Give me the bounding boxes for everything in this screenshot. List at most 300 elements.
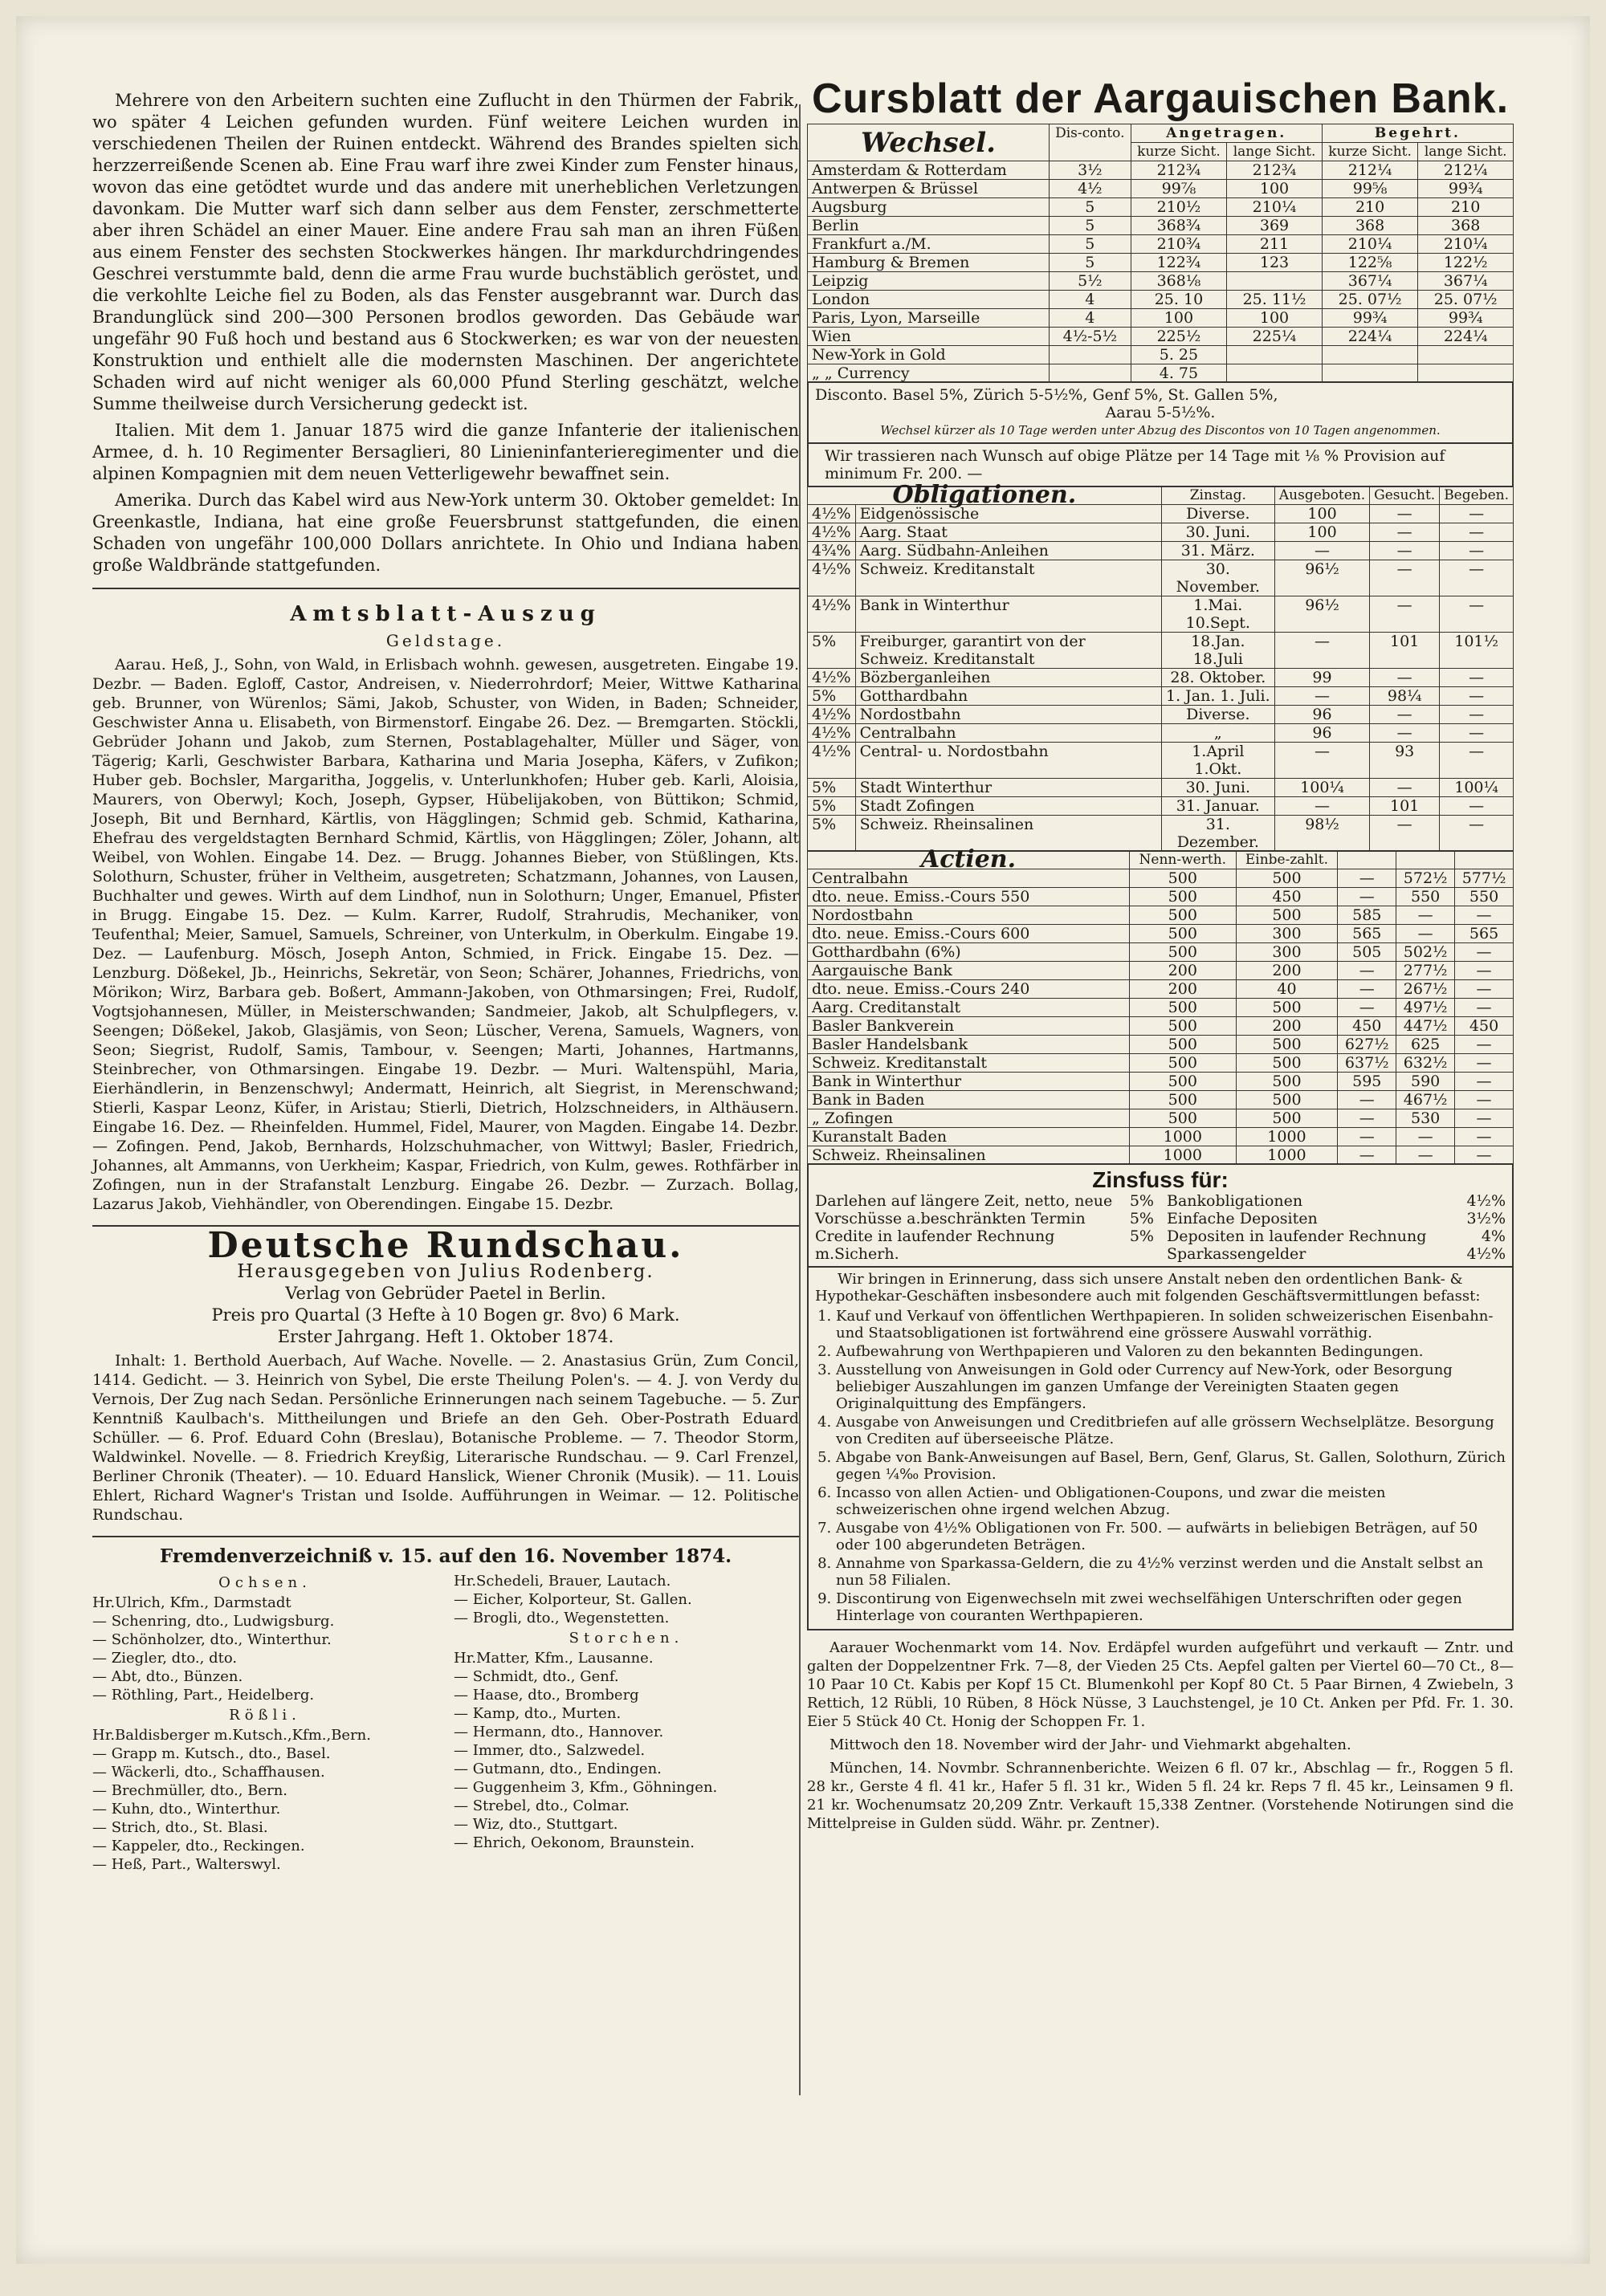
einbezahlt-cell: 1000	[1236, 1146, 1338, 1165]
fremden-entry: — Strebel, dto., Colmar.	[454, 1797, 630, 1814]
begehrt-lang-cell: 212¼	[1418, 161, 1514, 180]
gesucht-cell: —	[1396, 925, 1455, 943]
obligation-row	[808, 724, 1514, 743]
disconto-cell	[1050, 364, 1131, 383]
einbezahlt-cell: 500	[1236, 906, 1338, 925]
rundschau-issue: Erster Jahrgang. Heft 1. Oktober 1874.	[277, 1327, 614, 1346]
ausgeboten-cell: —	[1338, 1109, 1396, 1128]
actie-row	[808, 1109, 1514, 1128]
begehrt-lang-cell	[1418, 346, 1514, 364]
ausgeboten-cell: —	[1274, 687, 1369, 706]
fremden-entry: — Schmidt, dto., Genf.	[454, 1668, 619, 1685]
fremden-title: Fremdenverzeichniß v. 15. auf den 16. November 1874.	[159, 1545, 732, 1567]
service-item: 9. Discontirung von Eigenwechseln mit zwei wechselfähigen Unterschriften oder gegen Hinterlage von couranten Werthpapieren.	[836, 1590, 1506, 1624]
begehrt-kurz-cell: 212¼	[1322, 161, 1418, 180]
zins-row	[1167, 1227, 1506, 1245]
begeben-cell: —	[1455, 943, 1514, 962]
actie-row	[808, 980, 1514, 999]
col-nennwerth: Nenn-werth.	[1130, 851, 1237, 869]
ausgeboten-cell: —	[1338, 869, 1396, 888]
begehrt-kurz-cell	[1322, 364, 1418, 383]
obligation-row	[808, 560, 1514, 596]
actie-row	[808, 962, 1514, 980]
angetragen-kurz-cell: 99⅞	[1131, 180, 1227, 198]
fremden-entry: — Heß, Part., Walterswyl.	[92, 1856, 281, 1873]
angetragen-lang-cell	[1227, 346, 1323, 364]
rundschau-price: Preis pro Quartal (3 Hefte à 10 Bogen gr. 8vo) 6 Mark.	[211, 1305, 680, 1325]
wechsel-row	[808, 235, 1514, 254]
begeben-cell: —	[1455, 1054, 1514, 1073]
gesucht-cell: 530	[1396, 1109, 1455, 1128]
zins-rate: 4½%	[1466, 1245, 1506, 1263]
ausgeboten-cell: —	[1274, 797, 1369, 816]
services-intro: Wir bringen in Erinnerung, dass sich unsere Anstalt neben den ordentlichen Bank- & Hypothekar-Geschäften insbesondere auch mit folgenden Geschäftsvermittlungen befasst:	[815, 1271, 1481, 1305]
nennwerth-cell: 500	[1130, 1091, 1237, 1109]
fremden-entry: Hr.Matter, Kfm., Lausanne.	[454, 1650, 654, 1667]
zins-row	[815, 1227, 1154, 1263]
fremden-entry: — Röthling, Part., Heidelberg.	[92, 1687, 315, 1704]
place-cell: Augsburg	[808, 198, 1050, 217]
fremden-entry: — Kuhn, dto., Winterthur.	[92, 1801, 281, 1818]
ausgeboten-cell: 96	[1274, 706, 1369, 724]
place-cell: Berlin	[808, 217, 1050, 235]
angetragen-lang-cell: 100	[1227, 309, 1323, 328]
zinstag-cell: 31. Januar.	[1161, 797, 1274, 816]
name-cell: Schweiz. Rheinsalinen	[855, 816, 1161, 852]
name-cell: Bözberganleihen	[855, 669, 1161, 687]
actie-row	[808, 1091, 1514, 1109]
name-cell: Aarg. Staat	[855, 523, 1161, 542]
zinstag-cell: 1. Jan. 1. Juli.	[1161, 687, 1274, 706]
gesucht-cell: 101	[1370, 797, 1440, 816]
amtsblatt-title: Amtsblatt-Auszug	[290, 602, 601, 626]
ausgeboten-cell: 637½	[1338, 1054, 1396, 1073]
rate-cell: 5%	[808, 797, 856, 816]
gesucht-cell: —	[1396, 1146, 1455, 1165]
zins-label: Darlehen auf längere Zeit, netto, neue	[815, 1192, 1113, 1210]
gesucht-cell: 101	[1370, 633, 1440, 669]
fremden-entry: — Schenring, dto., Ludwigsburg.	[92, 1613, 335, 1630]
rundschau-editor: Herausgegeben von Julius Rodenberg.	[237, 1261, 654, 1282]
zinsfuss-left	[815, 1192, 1154, 1263]
begeben-cell: —	[1455, 1073, 1514, 1091]
wechsel-row	[808, 161, 1514, 180]
zins-label: Depositen in laufender Rechnung	[1167, 1227, 1427, 1245]
fremden-entry: — Kamp, dto., Murten.	[454, 1705, 622, 1722]
actie-row	[808, 1017, 1514, 1036]
ausgeboten-cell: 100	[1274, 505, 1369, 523]
angetragen-kurz-cell: 368¾	[1131, 217, 1227, 235]
name-cell: Bank in Winterthur	[855, 596, 1161, 633]
actie-row	[808, 1036, 1514, 1054]
nennwerth-cell: 500	[1130, 1017, 1237, 1036]
service-item: 8. Annahme von Sparkassa-Geldern, die zu 4½% verzinst werden und die Anstalt selbst an nun 58 Filialen.	[836, 1555, 1506, 1589]
einbezahlt-cell: 500	[1236, 1109, 1338, 1128]
name-cell: Stadt Winterthur	[855, 779, 1161, 797]
actie-row	[808, 906, 1514, 925]
begeben-cell: —	[1440, 816, 1514, 852]
begehrt-lang-cell	[1418, 364, 1514, 383]
zinstag-cell: 28. Oktober.	[1161, 669, 1274, 687]
gesucht-cell: —	[1396, 906, 1455, 925]
fremden-head-roessli: Rößli.	[229, 1707, 301, 1724]
begehrt-kurz-cell: 367¼	[1322, 272, 1418, 291]
begeben-cell: 100¼	[1440, 779, 1514, 797]
newspaper-page	[16, 16, 1590, 2264]
obligationen-table	[807, 481, 1514, 852]
gesucht-cell: 277½	[1396, 962, 1455, 980]
amtsblatt-subtitle: Geldstage.	[385, 631, 506, 650]
begeben-cell: —	[1455, 1128, 1514, 1146]
ausgeboten-cell: —	[1274, 633, 1369, 669]
begehrt-lang-cell: 210¼	[1418, 235, 1514, 254]
zinsfuss-right	[1167, 1192, 1506, 1263]
zinstag-cell: 30. Juni.	[1161, 779, 1274, 797]
fremden-entry: — Haase, dto., Bromberg	[454, 1687, 639, 1704]
disconto-cell: 5	[1050, 235, 1131, 254]
service-item: 1. Kauf und Verkauf von öffentlichen Werthpapieren. In soliden schweizerischen Eisenbahn- und Staatsobligationen ist fortwährend eine grössere Auswahl vorräthig.	[836, 1308, 1506, 1341]
begeben-cell: —	[1455, 980, 1514, 999]
fremden-entry: — Kappeler, dto., Reckingen.	[92, 1838, 305, 1854]
fremden-entry: — Ziegler, dto., dto.	[92, 1650, 238, 1667]
rate-cell: 5%	[808, 687, 856, 706]
wechsel-row	[808, 198, 1514, 217]
name-cell: Centralbahn	[855, 724, 1161, 743]
begehrt-kurz-cell: 99¾	[1322, 309, 1418, 328]
name-cell: Kuranstalt Baden	[808, 1128, 1130, 1146]
rate-cell: 4½%	[808, 743, 856, 779]
name-cell: Schweiz. Rheinsalinen	[808, 1146, 1130, 1165]
gesucht-cell: —	[1370, 816, 1440, 852]
nennwerth-cell: 500	[1130, 888, 1237, 906]
rundschau-publisher: Verlag von Gebrüder Paetel in Berlin.	[285, 1284, 606, 1303]
ausgeboten-cell: 100¼	[1274, 779, 1369, 797]
fremden-entry: — Brogli, dto., Wegenstetten.	[454, 1610, 670, 1626]
col-empty	[1338, 851, 1396, 869]
ausgeboten-cell: 96½	[1274, 560, 1369, 596]
gesucht-cell: 572½	[1396, 869, 1455, 888]
column-divider	[799, 104, 801, 2095]
service-item: 3. Ausstellung von Anweisungen in Gold oder Currency auf New-York, oder Besorgung beliebiger Auszahlungen im ganzen Umfange der Vereinigten Staaten gegen Originalquittung des Empfängers.	[836, 1362, 1506, 1412]
disconto-line: Disconto. Basel 5%, Zürich 5-5½%, Genf 5%, St. Gallen 5%,	[815, 386, 1278, 404]
rate-cell: 4½%	[808, 505, 856, 523]
col-empty	[1396, 851, 1455, 869]
left-column	[92, 90, 799, 1874]
gesucht-cell: —	[1396, 1128, 1455, 1146]
fremden-entry: — Abt, dto., Bünzen.	[92, 1668, 243, 1685]
fremden-entry: — Guggenheim 3, Kfm., Göhningen.	[454, 1779, 718, 1796]
rate-cell: 4¾%	[808, 542, 856, 560]
amtsblatt-text: Aarau. Heß, J., Sohn, von Wald, in Erlisbach wohnh. gewesen, ausgetreten. Eingabe 19. Dezbr. — Baden. Egloff, Castor, Andreisen, v. Niederrohrdorf; Meier, Wittwe Katharina geb. Brunner, von Würenlos; Sämi, Jakob, Schuster, von Widen, in Baden; Schneider, Geschwister Anna u. Elisabeth, von Birmenstorf. Eingabe 26. Dez. — Bremgarten. Stöckli, Gebrüder Johann und Jakob, zum Sternen, Postablagehalter, Müller und Säger, von Tägerig; Karli, Geschwister Barbara, Katharina und Maria Josepha, Käfers, v Zufikon; Huber geb. Bochsler, Margaritha, Joggelis, v. Unterlunkhofen; Huber geb. Karli, Aloisia, Maurers, von Oberwyl; Koch, Joseph, Gypser, Hübelijakoben, von Büttikon; Schmid, Joseph, Bit und Bernhard, Kärtlis, von Hägglingen; Schmid geb. Schmid, Katharina, Ehefrau des vergeldstagten Bernhard Schmid, Kärtlis, von Hägglingen; Zöler, Johann, alt Weibel, von Wohlen. Eingabe 14. Dez. — Brugg. Johannes Bieber, von Stüßlingen, Kts. Solothurn, Schuster, früher in Veltheim, ausgetreten; Schatzmann, Johannes, von Lausen, Buchhalter und gewes. Wirth auf dem Lindhof, nun in Solothurn; Unger, Emanuel, Pfister in Brugg. Eingabe 15. Dez. — Kulm. Karrer, Rudolf, Strahrudis, Mechaniker, von Teufenthal; Meier, Samuel, Samuels, Schreiner, von Unterkulm, in Oberkulm. Eingabe 19. Dez. — Laufenburg. Mösch, Joseph Anton, Schmied, in Frick. Eingabe 15. Dez. — Lenzburg. Dößekel, Jb., Heinrichs, Sekretär, von Seon; Schärer, Johannes, Friedrichs, von Mörikon; Wirz, Barbara geb. Boßert, Ammann-Jakoben, von Othmarsingen; Frei, Rudolf, Vogtsjohannesen, Müller, in Meisterschwanden; Sandmeier, Jakob, alt Schulpflegers, v. Seengen; Dößekel, Jakob, Glasjämis, von Seon; Lüscher, Verena, Samuels, Wagners, von Seon; Siegrist, Rudolf, Samis, Tambour, v. Seengen; Marti, Johannes, Hartmanns, Steinbrecher, von Othmarsingen. Eingabe 19. Dezbr. — Muri. Waltenspühl, Maria, Eierhändlerin, in Benzenschwyl; Andermatt, Heinrich, alt Siegrist, in Merenschwand; Stierli, Kaspar Leonz, Küfer, in Aristau; Stierli, Dietrich, Holzschneiders, in Althäusern. Eingabe 16. Dez. — Rheinfelden. Hummel, Fidel, Maurer, von Magden. Eingabe 14. Dezbr. — Zofingen. Pend, Jakob, Bernhards, Holzschuhmacher, von Wittwyl; Basler, Friedrich, Johannes, alt Ammanns, von Uerkheim; Kaspar, Friedrich, von Kulm, gewes. Rothfärber in Zofingen, nun in der Strafanstalt Lenzburg. Eingabe 26. Dezbr. — Zurzach. Bollag, Lazarus Jakob, Viehhändler, von Oberendingen. Eingabe 15. Dezbr.	[92, 656, 799, 1213]
zinstag-cell: 31. Dezember.	[1161, 816, 1274, 852]
begeben-cell: 550	[1455, 888, 1514, 906]
zins-rate: 4%	[1481, 1227, 1506, 1245]
begeben-cell: 565	[1455, 925, 1514, 943]
name-cell: Stadt Zofingen	[855, 797, 1161, 816]
angetragen-lang-cell: 123	[1227, 254, 1323, 272]
gesucht-cell: —	[1370, 706, 1440, 724]
actien-head: Actien.	[808, 851, 1130, 869]
actie-row	[808, 1146, 1514, 1165]
begeben-cell: —	[1455, 906, 1514, 925]
einbezahlt-cell: 500	[1236, 1073, 1338, 1091]
amerika-paragraph: Amerika. Durch das Kabel wird aus New-York unterm 30. Oktober gemeldet: In Greenkastle, Indiana, hat eine große Feuersbrunst stattgefunden, die einen Schaden von ungefähr 100,000 Dollars anrichtete. In Ohio und Indiana haben große Waldbrände stattgefunden.	[92, 491, 799, 575]
angetragen-kurz-cell: 225½	[1131, 328, 1227, 346]
wechsel-table	[807, 124, 1514, 383]
angetragen-lang-cell: 225¼	[1227, 328, 1323, 346]
wechsel-row	[808, 217, 1514, 235]
place-cell: Antwerpen & Brüssel	[808, 180, 1050, 198]
zins-rate: 5%	[1129, 1210, 1154, 1227]
fremden-head-ochsen: Ochsen.	[218, 1574, 312, 1591]
actie-row	[808, 1073, 1514, 1091]
actie-row	[808, 869, 1514, 888]
zins-row	[1167, 1210, 1506, 1227]
name-cell: Central- u. Nordostbahn	[855, 743, 1161, 779]
fremden-entry: — Gutmann, dto., Endingen.	[454, 1761, 662, 1777]
service-item: 2. Aufbewahrung von Werthpapieren und Valoren zu den bekannten Bedingungen.	[836, 1343, 1506, 1360]
name-cell: Basler Handelsbank	[808, 1036, 1130, 1054]
nennwerth-cell: 500	[1130, 869, 1237, 888]
zins-rate: 5%	[1129, 1192, 1154, 1210]
zins-row	[815, 1210, 1154, 1227]
services-list	[815, 1308, 1506, 1624]
ausgeboten-cell: 595	[1338, 1073, 1396, 1091]
begeben-cell: —	[1455, 1146, 1514, 1165]
fremden-entry: — Brechmüller, dto., Bern.	[92, 1782, 288, 1799]
zinstag-cell: 1.April 1.Okt.	[1161, 743, 1274, 779]
col-lange-sicht: lange Sicht.	[1418, 143, 1514, 161]
name-cell: Eidgenössische	[855, 505, 1161, 523]
name-cell: Gotthardbahn (6%)	[808, 943, 1130, 962]
wechsel-row	[808, 254, 1514, 272]
name-cell: Gotthardbahn	[855, 687, 1161, 706]
nennwerth-cell: 500	[1130, 1054, 1237, 1073]
wechsel-head: Wechsel.	[808, 124, 1050, 161]
ausgeboten-cell: 96½	[1274, 596, 1369, 633]
fremden-head-storchen: Storchen.	[569, 1630, 684, 1647]
wechsel-row	[808, 180, 1514, 198]
col-gesucht: Gesucht.	[1370, 486, 1440, 505]
aarau-market: Aarauer Wochenmarkt vom 14. Nov. Erdäpfel wurden aufgeführt und verkauft — Zntr. und galten der Doppelzentner Frk. 7—8, der Vieden 25 Cts. Aepfel galten per Viertel 60—70 Ct., 8—10 Paar 10 Ct. Kabis per Kopf 15 Ct. Blumenkohl per Kopf 80 Ct. 5 Paar Birnen, 4 Zwiebeln, 3 Rettich, 12 Rübli, 10 Rüben, 8 Höck Nüsse, 3 Lauchstengel, je 10 Ct. Anken per Pfd. Fr. 1. 30. Eier 5 Stück 40 Ct. Honig der Schoppen Fr. 1.	[807, 1639, 1514, 1730]
rundschau-contents: Inhalt: 1. Berthold Auerbach, Auf Wache. Novelle. — 2. Anastasius Grün, Zum Concil, 1414. Gedicht. — 3. Heinrich von Sybel, Die erste Theilung Polen's. — 4. J. von Verdy du Vernois, Der Zug nach Sedan. Persönliche Erinnerungen nach seinem Tagebuche. — 5. Zur Kenntniß Kaulbach's. Mittheilungen und Briefe an den Geh. Ober-Postrath Eduard Schüller. — 6. Prof. Eduard Cohn (Breslau), Botanische Probleme. — 7. Theodor Storm, Waldwinkel. Novelle. — 8. Friedrich Kreyßig, Literarische Rundschau. — 9. Carl Frenzel, Berliner Chronik (Theater). — 10. Eduard Hanslick, Wiener Chronik (Musik). — 11. Louis Ehlert, Richard Wagner's Tristan und Isolde. Aufführungen in Weimar. — 12. Politische Rundschau.	[92, 1352, 799, 1524]
nennwerth-cell: 1000	[1130, 1146, 1237, 1165]
gesucht-cell: —	[1370, 542, 1440, 560]
einbezahlt-cell: 200	[1236, 1017, 1338, 1036]
nennwerth-cell: 200	[1130, 962, 1237, 980]
nennwerth-cell: 500	[1130, 943, 1237, 962]
ausgeboten-cell: 585	[1338, 906, 1396, 925]
einbezahlt-cell: 500	[1236, 869, 1338, 888]
obligation-row	[808, 706, 1514, 724]
name-cell: Aargauische Bank	[808, 962, 1130, 980]
name-cell: Aarg. Südbahn-Anleihen	[855, 542, 1161, 560]
name-cell: Schweiz. Kreditanstalt	[808, 1054, 1130, 1073]
col-disconto: Dis-conto.	[1050, 124, 1131, 161]
ausgeboten-cell: 99	[1274, 669, 1369, 687]
market-report	[807, 1639, 1514, 1833]
name-cell: Aarg. Creditanstalt	[808, 999, 1130, 1017]
zinstag-cell: 31. März.	[1161, 542, 1274, 560]
begeben-cell: —	[1440, 542, 1514, 560]
begehrt-kurz-cell: 224¼	[1322, 328, 1418, 346]
actie-row	[808, 888, 1514, 906]
nennwerth-cell: 200	[1130, 980, 1237, 999]
col-begeben: Begeben.	[1440, 486, 1514, 505]
gesucht-cell: 502½	[1396, 943, 1455, 962]
place-cell: Leipzig	[808, 272, 1050, 291]
obligation-row	[808, 779, 1514, 797]
col-kurze-sicht: kurze Sicht.	[1322, 143, 1418, 161]
fremden-entry: — Schönholzer, dto., Winterthur.	[92, 1631, 332, 1648]
muenchen-market: München, 14. Novmbr. Schrannenberichte. Weizen 6 fl. 07 kr., Abschlag — fr., Roggen 5 fl. 28 kr., Gerste 4 fl. 41 kr., Hafer 5 fl. 31 kr., Widen 5 fl. 24 kr. Reps 7 fl. 45 kr., Leinsamen 9 fl. 21 kr. Wochenumsatz 20,209 Zntr. Verkauft 15,338 Zentner. (Vorstehende Notirungen sind die Mittelpreise in Gulden südd. Währ. pr. Zentner).	[807, 1760, 1514, 1832]
name-cell: Basler Bankverein	[808, 1017, 1130, 1036]
begeben-cell: —	[1440, 743, 1514, 779]
service-item: 6. Incasso von allen Actien- und Obligationen-Coupons, und zwar die meisten schweizerischen ohne irgend welchen Abzug.	[836, 1484, 1506, 1518]
gesucht-cell: 93	[1370, 743, 1440, 779]
gesucht-cell: 497½	[1396, 999, 1455, 1017]
disconto-cell: 5	[1050, 217, 1131, 235]
ausgeboten-cell: —	[1274, 743, 1369, 779]
einbezahlt-cell: 500	[1236, 999, 1338, 1017]
begeben-cell: —	[1440, 706, 1514, 724]
divider	[92, 1536, 799, 1537]
wechsel-row	[808, 291, 1514, 309]
rate-cell: 5%	[808, 779, 856, 797]
obligation-row	[808, 797, 1514, 816]
fremden-columns	[92, 1572, 799, 1874]
einbezahlt-cell: 500	[1236, 1036, 1338, 1054]
place-cell: Paris, Lyon, Marseille	[808, 309, 1050, 328]
begehrt-kurz-cell: 25. 07½	[1322, 291, 1418, 309]
zinstag-cell: 30. November.	[1161, 560, 1274, 596]
rate-cell: 4½%	[808, 706, 856, 724]
col-kurze-sicht: kurze Sicht.	[1131, 143, 1227, 161]
place-cell: Amsterdam & Rotterdam	[808, 161, 1050, 180]
service-item: 5. Abgabe von Bank-Anweisungen auf Basel, Bern, Genf, Glarus, St. Gallen, Solothurn, Zürich gegen ¼‰ Provision.	[836, 1449, 1506, 1483]
gesucht-cell: —	[1370, 523, 1440, 542]
actie-row	[808, 1128, 1514, 1146]
ausgeboten-cell: —	[1338, 999, 1396, 1017]
disconto-cell: 5½	[1050, 272, 1131, 291]
begehrt-lang-cell: 224¼	[1418, 328, 1514, 346]
service-item: 7. Ausgabe von 4½% Obligationen von Fr. 500. — aufwärts in beliebigen Beträgen, auf 50 oder 100 abgerundeten Beträgen.	[836, 1520, 1506, 1553]
gesucht-cell: 467½	[1396, 1091, 1455, 1109]
angetragen-kurz-cell: 25. 10	[1131, 291, 1227, 309]
einbezahlt-cell: 500	[1236, 1091, 1338, 1109]
ausgeboten-cell: —	[1274, 542, 1369, 560]
angetragen-lang-cell: 211	[1227, 235, 1323, 254]
zinstag-cell: Diverse.	[1161, 505, 1274, 523]
zinstag-cell: „	[1161, 724, 1274, 743]
obligation-row	[808, 523, 1514, 542]
begehrt-kurz-cell: 122⅝	[1322, 254, 1418, 272]
actien-table	[807, 845, 1514, 1165]
nennwerth-cell: 500	[1130, 999, 1237, 1017]
begeben-cell: —	[1440, 505, 1514, 523]
einbezahlt-cell: 450	[1236, 888, 1338, 906]
gesucht-cell: 447½	[1396, 1017, 1455, 1036]
gesucht-cell: —	[1370, 724, 1440, 743]
obligation-row	[808, 596, 1514, 633]
ausgeboten-cell: 100	[1274, 523, 1369, 542]
fremden-col-1	[92, 1572, 438, 1874]
angetragen-kurz-cell: 210½	[1131, 198, 1227, 217]
name-cell: Bank in Baden	[808, 1091, 1130, 1109]
obligation-row	[808, 687, 1514, 706]
zins-label: Sparkassengelder	[1167, 1245, 1306, 1263]
rundschau-title: Deutsche Rundschau.	[207, 1225, 684, 1266]
begeben-cell: —	[1455, 1091, 1514, 1109]
col-einbezahlt: Einbe-zahlt.	[1236, 851, 1338, 869]
begeben-cell: —	[1440, 596, 1514, 633]
begeben-cell: —	[1440, 523, 1514, 542]
zinstag-cell: Diverse.	[1161, 706, 1274, 724]
zins-label: Credite in laufender Rechnung m.Sicherh.	[815, 1227, 1055, 1263]
zins-label: Bankobligationen	[1167, 1192, 1303, 1210]
einbezahlt-cell: 1000	[1236, 1128, 1338, 1146]
begehrt-kurz-cell: 368	[1322, 217, 1418, 235]
services-box	[807, 1266, 1514, 1630]
angetragen-lang-cell	[1227, 272, 1323, 291]
angetragen-kurz-cell: 4. 75	[1131, 364, 1227, 383]
name-cell: dto. neue. Emiss.-Cours 600	[808, 925, 1130, 943]
begehrt-kurz-cell: 99⅝	[1322, 180, 1418, 198]
wechsel-row	[808, 272, 1514, 291]
einbezahlt-cell: 300	[1236, 943, 1338, 962]
disconto-cell: 4	[1050, 291, 1131, 309]
begehrt-lang-cell: 99¾	[1418, 180, 1514, 198]
place-cell: „ „ Currency	[808, 364, 1050, 383]
obligation-row	[808, 633, 1514, 669]
nennwerth-cell: 1000	[1130, 1128, 1237, 1146]
zinstag-cell: 1.Mai. 10.Sept.	[1161, 596, 1274, 633]
place-cell: New-York in Gold	[808, 346, 1050, 364]
fremden-entry: — Strich, dto., St. Blasi.	[92, 1819, 268, 1836]
obligation-row	[808, 743, 1514, 779]
einbezahlt-cell: 40	[1236, 980, 1338, 999]
disconto-box	[807, 381, 1514, 444]
name-cell: „ Zofingen	[808, 1109, 1130, 1128]
begeben-cell: —	[1440, 669, 1514, 687]
zins-row	[1167, 1192, 1506, 1210]
fremden-col-2	[454, 1572, 799, 1874]
divider	[92, 588, 799, 589]
ausgeboten-cell: 505	[1338, 943, 1396, 962]
zins-rate: 5%	[1129, 1227, 1154, 1245]
rate-cell: 4½%	[808, 669, 856, 687]
gesucht-cell: 550	[1396, 888, 1455, 906]
begeben-cell: —	[1455, 1036, 1514, 1054]
begeben-cell: —	[1440, 560, 1514, 596]
einbezahlt-cell: 200	[1236, 962, 1338, 980]
col-empty	[1455, 851, 1514, 869]
disconto-cell: 5	[1050, 198, 1131, 217]
gesucht-cell: 632½	[1396, 1054, 1455, 1073]
zins-rate: 4½%	[1466, 1192, 1506, 1210]
col-zinstag: Zinstag.	[1161, 486, 1274, 505]
obligation-row	[808, 505, 1514, 523]
angetragen-lang-cell: 100	[1227, 180, 1323, 198]
begehrt-lang-cell: 367¼	[1418, 272, 1514, 291]
begeben-cell: 577½	[1455, 869, 1514, 888]
ausgeboten-cell: 627½	[1338, 1036, 1396, 1054]
nennwerth-cell: 500	[1130, 1109, 1237, 1128]
trassieren-box: Wir trassieren nach Wunsch auf obige Plätze per 14 Tage mit ⅛ % Provision auf minimum Fr. 200. —	[807, 442, 1514, 487]
jahrmarkt-note: Mittwoch den 18. November wird der Jahr- und Viehmarkt abgehalten.	[829, 1736, 1351, 1753]
begehrt-kurz-cell: 210	[1322, 198, 1418, 217]
wechsel-row	[808, 309, 1514, 328]
